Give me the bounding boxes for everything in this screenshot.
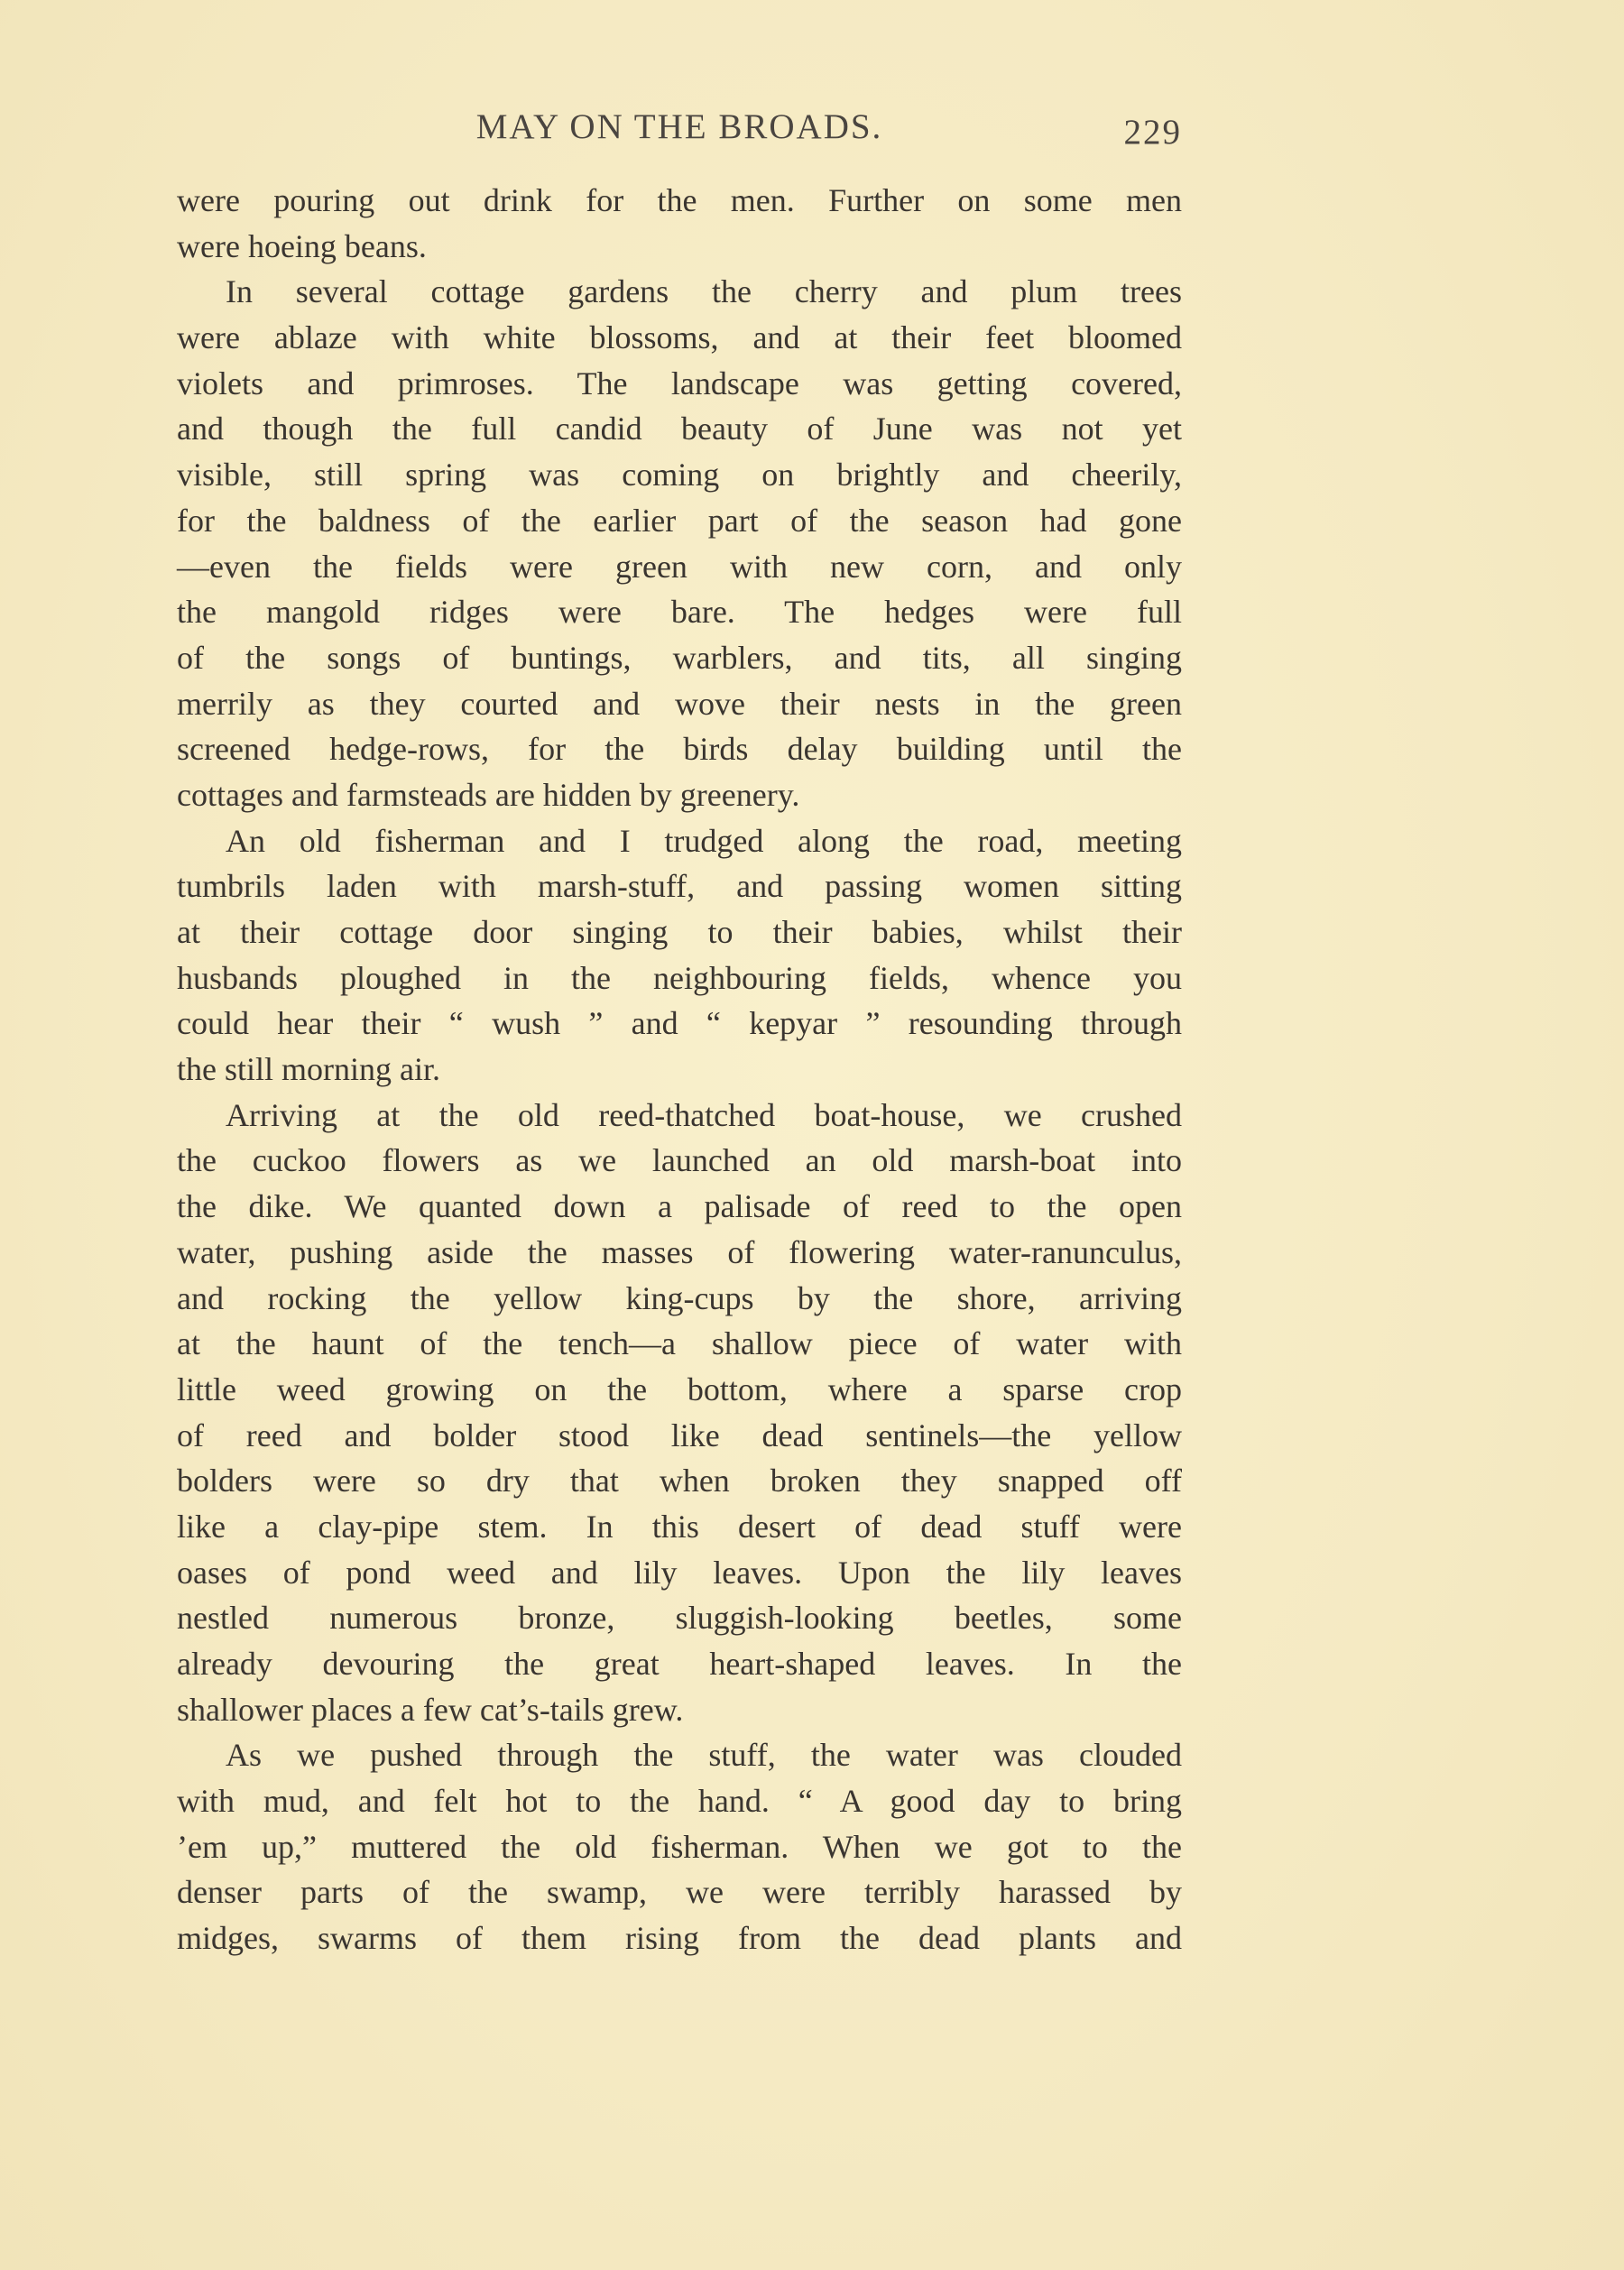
text-line: visible, still spring was coming on brightly and cheerily, <box>177 457 1182 494</box>
text-line: ’em up,” muttered the old fisherman. When we got to the <box>177 1828 1182 1865</box>
text-line: screened hedge-rows, for the birds delay building until the <box>177 731 1182 768</box>
text-line: —even the fields were green with new corn, and only <box>177 548 1182 585</box>
text-line: midges, swarms of them rising from the dead plants and <box>177 1920 1182 1957</box>
running-head: MAY ON THE BROADS. <box>475 107 883 146</box>
text-line: were pouring out drink for the men. Further on some men <box>177 182 1182 218</box>
text-line: the mangold ridges were bare. The hedges were full <box>177 594 1182 631</box>
text-line: like a clay-pipe stem. In this desert of dead stuff were <box>177 1508 1182 1545</box>
text-line: oases of pond weed and lily leaves. Upon the lily leaves <box>177 1554 1182 1591</box>
text-line: cottages and farmsteads are hidden by greenery. <box>177 776 800 813</box>
text-line: An old fisherman and I trudged along the road, meeting <box>226 822 1182 859</box>
text-line: with mud, and felt hot to the hand. “ A good day to bring <box>177 1783 1182 1820</box>
text-line: water, pushing aside the masses of flowering water-ranunculus, <box>177 1233 1182 1270</box>
text-line: were ablaze with white blossoms, and at their feet bloomed <box>177 319 1182 356</box>
text-line: could hear their “ wush ” and “ kepyar ” resounding through <box>177 1005 1182 1042</box>
text-line: at their cottage door singing to their babies, whilst their <box>177 914 1182 950</box>
text-line: As we pushed through the stuff, the water was clouded <box>226 1737 1182 1774</box>
page-number: 229 <box>1123 113 1182 152</box>
text-line: and though the full candid beauty of June was not yet <box>177 411 1182 448</box>
text-line: the still morning air. <box>177 1051 440 1088</box>
text-line: merrily as they courted and wove their nests in the green <box>177 685 1182 722</box>
text-line: violets and primroses. The landscape was getting covered, <box>177 364 1182 401</box>
text-line: for the baldness of the earlier part of the season had gone <box>177 502 1182 539</box>
text-line: bolders were so dry that when broken they snapped off <box>177 1463 1182 1499</box>
text-line: of reed and bolder stood like dead sentinels—the yellow <box>177 1416 1182 1453</box>
text-line: already devouring the great heart-shaped leaves. In the <box>177 1646 1182 1682</box>
text-line: at the haunt of the tench—a shallow piece of water with <box>177 1325 1182 1362</box>
text-line: shallower places a few cat’s-tails grew. <box>177 1691 684 1728</box>
text-line: of the songs of buntings, warblers, and tits, all singing <box>177 639 1182 676</box>
text-line: little weed growing on the bottom, where a sparse crop <box>177 1370 1182 1407</box>
text-line: In several cottage gardens the cherry and plum trees <box>226 273 1182 310</box>
text-line: the dike. We quanted down a palisade of reed to the open <box>177 1188 1182 1225</box>
text-line: husbands ploughed in the neighbouring fields, whence you <box>177 959 1182 996</box>
body-text <box>177 178 1182 1961</box>
text-line: Arriving at the old reed-thatched boat-house, we crushed <box>226 1096 1182 1133</box>
text-line: nestled numerous bronze, sluggish-looking beetles, some <box>177 1600 1182 1637</box>
page-header <box>177 106 1182 161</box>
text-line: were hoeing beans. <box>177 227 427 264</box>
text-line: the cuckoo flowers as we launched an old marsh-boat into <box>177 1142 1182 1179</box>
text-line: tumbrils laden with marsh-stuff, and passing women sitting <box>177 868 1182 905</box>
text-line: denser parts of the swamp, we were terribly harassed by <box>177 1874 1182 1911</box>
text-line: and rocking the yellow king-cups by the shore, arriving <box>177 1279 1182 1316</box>
